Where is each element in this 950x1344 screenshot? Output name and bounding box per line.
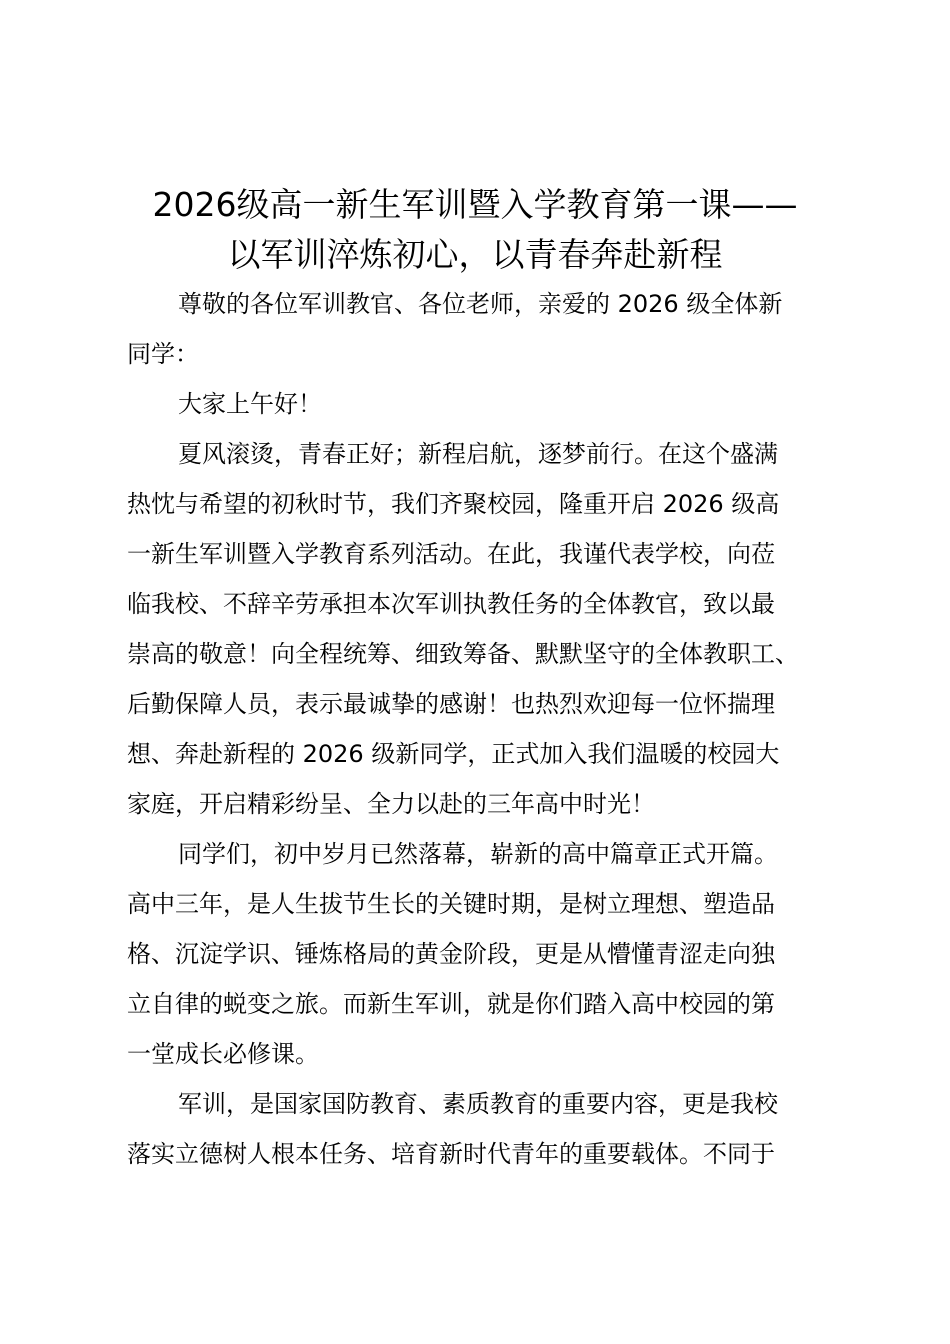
body-line: 想、奔赴新程的 2026 级新同学，正式加入我们温暖的校园大 bbox=[127, 740, 780, 768]
greeting-line: 大家上午好！ bbox=[178, 390, 322, 418]
document-title-line-2: 以军训淬炼初心，以青春奔赴新程 bbox=[227, 235, 723, 274]
body-line: 立自律的蜕变之旅。而新生军训，就是你们踏入高中校园的第 bbox=[127, 990, 775, 1018]
body-line: 热忱与希望的初秋时节，我们齐聚校园，隆重开启 2026 级高 bbox=[127, 490, 780, 518]
body-line: 一堂成长必修课。 bbox=[127, 1040, 319, 1068]
body-line: 临我校、不辞辛劳承担本次军训执教任务的全体教官，致以最 bbox=[127, 590, 775, 618]
salutation-line-2: 同学： bbox=[127, 340, 199, 368]
body-line: 夏风滚烫，青春正好；新程启航，逐梦前行。在这个盛满 bbox=[178, 440, 778, 468]
body-line: 格、沉淀学识、锤炼格局的黄金阶段，更是从懵懂青涩走向独 bbox=[127, 940, 775, 968]
body-line: 军训，是国家国防教育、素质教育的重要内容，更是我校 bbox=[178, 1090, 778, 1118]
body-line: 落实立德树人根本任务、培育新时代青年的重要载体。不同于 bbox=[127, 1140, 775, 1168]
body-line: 同学们，初中岁月已然落幕，崭新的高中篇章正式开篇。 bbox=[178, 840, 778, 868]
body-line: 家庭，开启精彩纷呈、全力以赴的三年高中时光！ bbox=[127, 790, 655, 818]
body-line: 高中三年，是人生拔节生长的关键时期，是树立理想、塑造品 bbox=[127, 890, 775, 918]
document-title-line-1: 2026级高一新生军训暨入学教育第一课—— bbox=[152, 185, 798, 224]
salutation-line-1: 尊敬的各位军训教官、各位老师，亲爱的 2026 级全体新 bbox=[178, 290, 783, 318]
body-line: 崇高的敬意！向全程统筹、细致筹备、默默坚守的全体教职工、 bbox=[127, 640, 799, 668]
body-line: 后勤保障人员，表示最诚挚的感谢！也热烈欢迎每一位怀揣理 bbox=[127, 690, 775, 718]
body-line: 一新生军训暨入学教育系列活动。在此，我谨代表学校，向莅 bbox=[127, 540, 775, 568]
